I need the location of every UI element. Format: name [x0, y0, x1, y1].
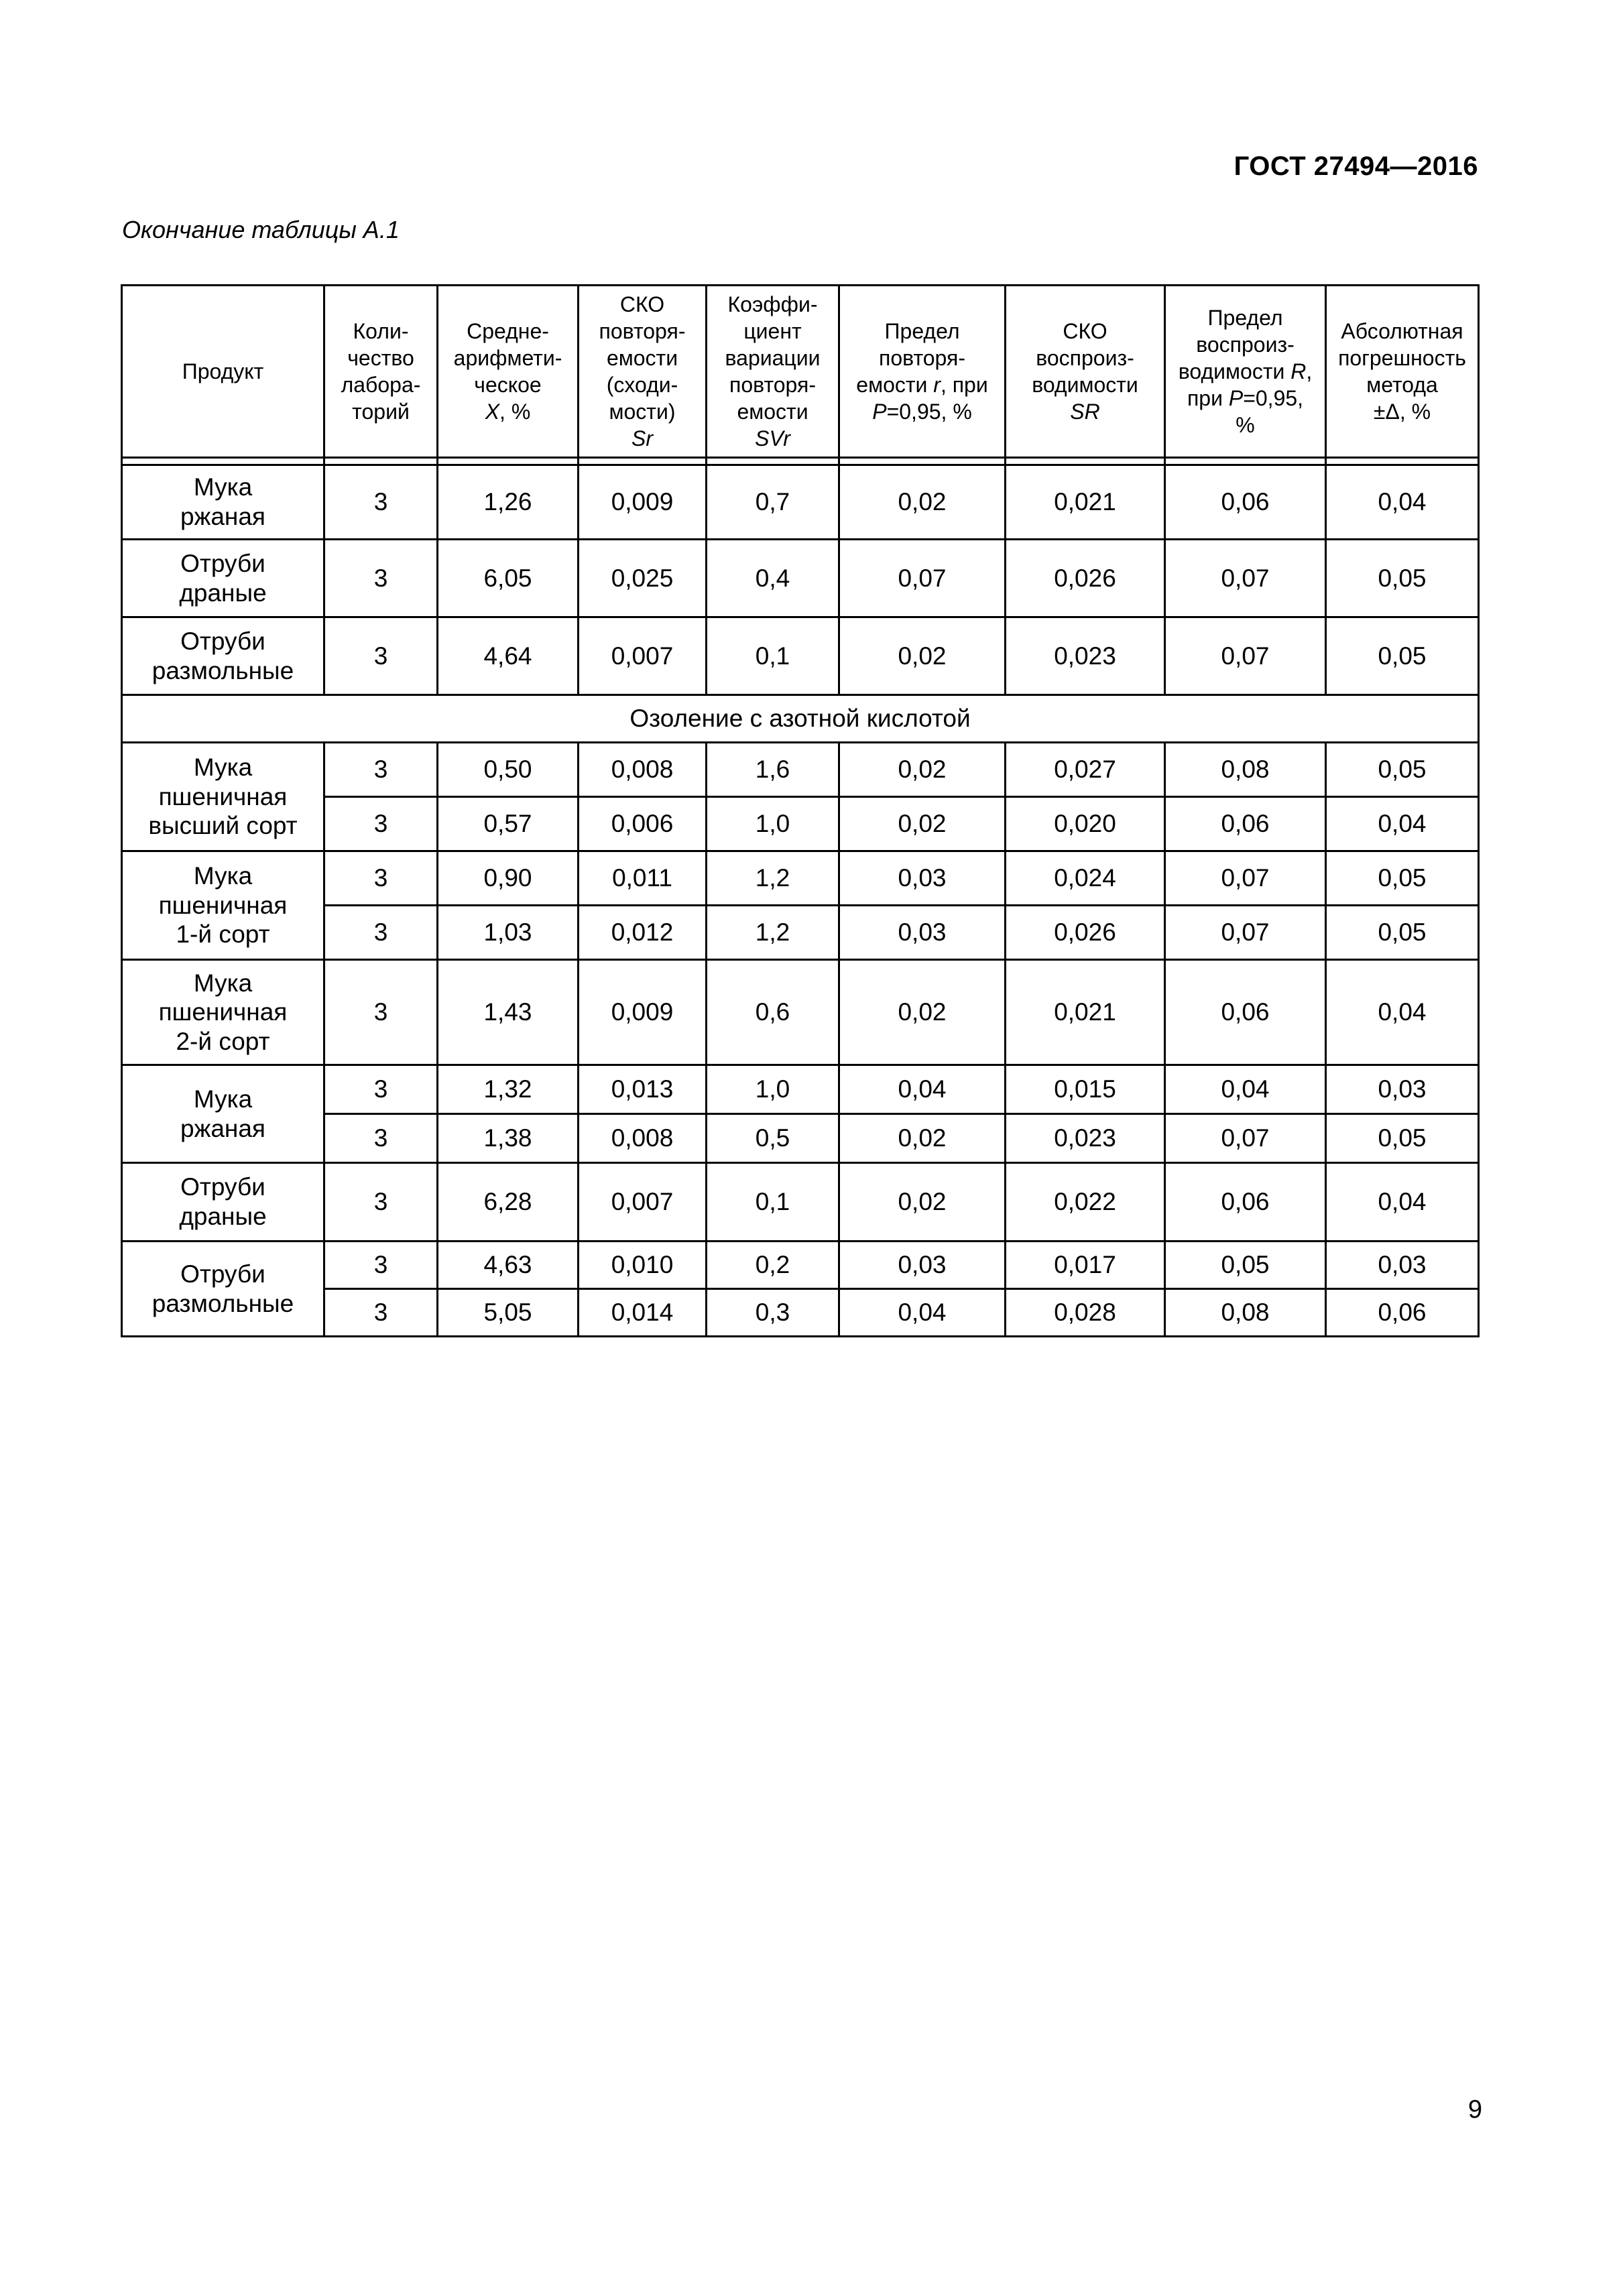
col-header-reproducibility-sd: СКО воспроиз- водимости SR: [1006, 286, 1165, 458]
col-header-absolute-error: Абсолютная погрешность метода ±Δ, %: [1326, 286, 1479, 458]
value-cell: 0,07: [1165, 851, 1326, 906]
table-row: [122, 743, 1479, 797]
product-cell: Мука ржаная: [122, 465, 324, 540]
value-cell: 0,3: [707, 1289, 839, 1337]
value-cell: 0,024: [1006, 851, 1165, 906]
value-cell: 3: [324, 465, 438, 540]
value-cell: 0,021: [1006, 960, 1165, 1065]
value-cell: 0,02: [839, 797, 1006, 851]
value-cell: 0,023: [1006, 617, 1165, 695]
value-cell: 0,009: [579, 465, 707, 540]
value-cell: 0,07: [1165, 617, 1326, 695]
value-cell: 0,010: [579, 1242, 707, 1289]
value-cell: 0,02: [839, 960, 1006, 1065]
product-cell: Отруби размольные: [122, 1242, 324, 1337]
value-cell: 0,02: [839, 743, 1006, 797]
value-cell: 0,06: [1165, 1163, 1326, 1242]
section-row: [122, 695, 1479, 743]
value-cell: 0,026: [1006, 540, 1165, 617]
table-row: [122, 1065, 1479, 1114]
value-cell: 0,017: [1006, 1242, 1165, 1289]
value-cell: 0,06: [1165, 960, 1326, 1065]
value-cell: 0,015: [1006, 1065, 1165, 1114]
value-cell: 0,05: [1326, 1114, 1479, 1163]
value-cell: 0,50: [438, 743, 579, 797]
value-cell: 0,021: [1006, 465, 1165, 540]
product-cell: Мука ржаная: [122, 1065, 324, 1163]
value-cell: 0,05: [1326, 851, 1479, 906]
value-cell: 0,07: [1165, 1114, 1326, 1163]
value-cell: 1,43: [438, 960, 579, 1065]
value-cell: 0,90: [438, 851, 579, 906]
product-cell: Мука пшеничная высший сорт: [122, 743, 324, 851]
col-header-repeatability-sd: СКО повторя- емости (сходи- мости) Sr: [579, 286, 707, 458]
value-cell: 0,07: [1165, 906, 1326, 960]
col-header-mean: Средне- арифмети- ческое X, %: [438, 286, 579, 458]
table-row: [122, 1242, 1479, 1289]
col-header-lab-count: Коли- чество лабора- торий: [324, 286, 438, 458]
value-cell: 0,06: [1326, 1289, 1479, 1337]
value-cell: 0,013: [579, 1065, 707, 1114]
value-cell: 0,04: [1326, 960, 1479, 1065]
value-cell: 0,006: [579, 797, 707, 851]
value-cell: 0,011: [579, 851, 707, 906]
value-cell: 0,5: [707, 1114, 839, 1163]
results-table: [121, 284, 1480, 1337]
table-row: [122, 1163, 1479, 1242]
table-row: [122, 617, 1479, 695]
table-row: [122, 906, 1479, 960]
product-cell: Отруби драные: [122, 1163, 324, 1242]
value-cell: 0,03: [1326, 1065, 1479, 1114]
value-cell: 0,05: [1326, 540, 1479, 617]
col-header-repeatability-limit: Предел повторя- емости r, при P=0,95, %: [839, 286, 1006, 458]
value-cell: 3: [324, 1163, 438, 1242]
value-cell: 0,03: [839, 851, 1006, 906]
value-cell: 0,2: [707, 1242, 839, 1289]
value-cell: 0,023: [1006, 1114, 1165, 1163]
value-cell: 0,03: [1326, 1242, 1479, 1289]
value-cell: 0,08: [1165, 743, 1326, 797]
value-cell: 0,028: [1006, 1289, 1165, 1337]
value-cell: 0,02: [839, 1163, 1006, 1242]
value-cell: 0,04: [1165, 1065, 1326, 1114]
section-title: Озоление с азотной кислотой: [122, 695, 1479, 743]
value-cell: 0,05: [1326, 743, 1479, 797]
value-cell: 0,57: [438, 797, 579, 851]
value-cell: 3: [324, 1065, 438, 1114]
table-row: [122, 1289, 1479, 1337]
value-cell: 0,07: [839, 540, 1006, 617]
value-cell: 0,05: [1165, 1242, 1326, 1289]
value-cell: 0,02: [839, 617, 1006, 695]
product-cell: Мука пшеничная 2-й сорт: [122, 960, 324, 1065]
value-cell: 3: [324, 540, 438, 617]
value-cell: 1,0: [707, 797, 839, 851]
table-row: [122, 960, 1479, 1065]
value-cell: 0,020: [1006, 797, 1165, 851]
value-cell: 0,025: [579, 540, 707, 617]
value-cell: 1,32: [438, 1065, 579, 1114]
product-cell: Отруби размольные: [122, 617, 324, 695]
value-cell: 3: [324, 960, 438, 1065]
col-header-variation-coef: Коэффи- циент вариации повторя- емости SVr: [707, 286, 839, 458]
value-cell: 5,05: [438, 1289, 579, 1337]
value-cell: 0,07: [1165, 540, 1326, 617]
document-header: ГОСТ 27494—2016: [1234, 152, 1478, 181]
product-cell: Мука пшеничная 1-й сорт: [122, 851, 324, 960]
value-cell: 0,008: [579, 743, 707, 797]
page-number: 9: [1467, 2096, 1482, 2124]
table-caption: Окончание таблицы А.1: [122, 216, 400, 243]
table-row: [122, 1114, 1479, 1163]
table-row: [122, 465, 1479, 540]
value-cell: 0,06: [1165, 797, 1326, 851]
value-cell: 0,04: [1326, 465, 1479, 540]
value-cell: 1,6: [707, 743, 839, 797]
header-row: [122, 286, 1479, 458]
value-cell: 0,022: [1006, 1163, 1165, 1242]
col-header-reproducibility-limit: Предел воспроиз- водимости R, при P=0,95, %: [1165, 286, 1326, 458]
table-row: [122, 851, 1479, 906]
value-cell: 0,06: [1165, 465, 1326, 540]
value-cell: 6,05: [438, 540, 579, 617]
value-cell: 0,04: [839, 1065, 1006, 1114]
value-cell: 0,02: [839, 1114, 1006, 1163]
value-cell: 3: [324, 1114, 438, 1163]
table-row: [122, 797, 1479, 851]
value-cell: 0,1: [707, 1163, 839, 1242]
value-cell: 4,63: [438, 1242, 579, 1289]
value-cell: 0,7: [707, 465, 839, 540]
value-cell: 3: [324, 797, 438, 851]
product-cell: Отруби драные: [122, 540, 324, 617]
value-cell: 0,007: [579, 617, 707, 695]
value-cell: 0,04: [1326, 1163, 1479, 1242]
value-cell: 3: [324, 1242, 438, 1289]
value-cell: 0,4: [707, 540, 839, 617]
value-cell: 1,38: [438, 1114, 579, 1163]
value-cell: 0,02: [839, 465, 1006, 540]
value-cell: 3: [324, 1289, 438, 1337]
col-header-product: Продукт: [122, 286, 324, 458]
value-cell: 0,04: [839, 1289, 1006, 1337]
value-cell: 0,009: [579, 960, 707, 1065]
value-cell: 0,04: [1326, 797, 1479, 851]
header-separator: [122, 458, 1479, 465]
value-cell: 3: [324, 906, 438, 960]
value-cell: 0,03: [839, 1242, 1006, 1289]
value-cell: 0,008: [579, 1114, 707, 1163]
value-cell: 0,1: [707, 617, 839, 695]
value-cell: 0,026: [1006, 906, 1165, 960]
value-cell: 0,6: [707, 960, 839, 1065]
value-cell: 0,08: [1165, 1289, 1326, 1337]
value-cell: 0,007: [579, 1163, 707, 1242]
value-cell: 0,05: [1326, 617, 1479, 695]
value-cell: 3: [324, 743, 438, 797]
value-cell: 3: [324, 617, 438, 695]
value-cell: 1,26: [438, 465, 579, 540]
value-cell: 6,28: [438, 1163, 579, 1242]
value-cell: 1,2: [707, 851, 839, 906]
value-cell: 0,03: [839, 906, 1006, 960]
table-row: [122, 540, 1479, 617]
value-cell: 0,027: [1006, 743, 1165, 797]
value-cell: 1,0: [707, 1065, 839, 1114]
value-cell: 0,05: [1326, 906, 1479, 960]
value-cell: 1,03: [438, 906, 579, 960]
value-cell: 1,2: [707, 906, 839, 960]
value-cell: 0,014: [579, 1289, 707, 1337]
value-cell: 0,012: [579, 906, 707, 960]
value-cell: 4,64: [438, 617, 579, 695]
value-cell: 3: [324, 851, 438, 906]
